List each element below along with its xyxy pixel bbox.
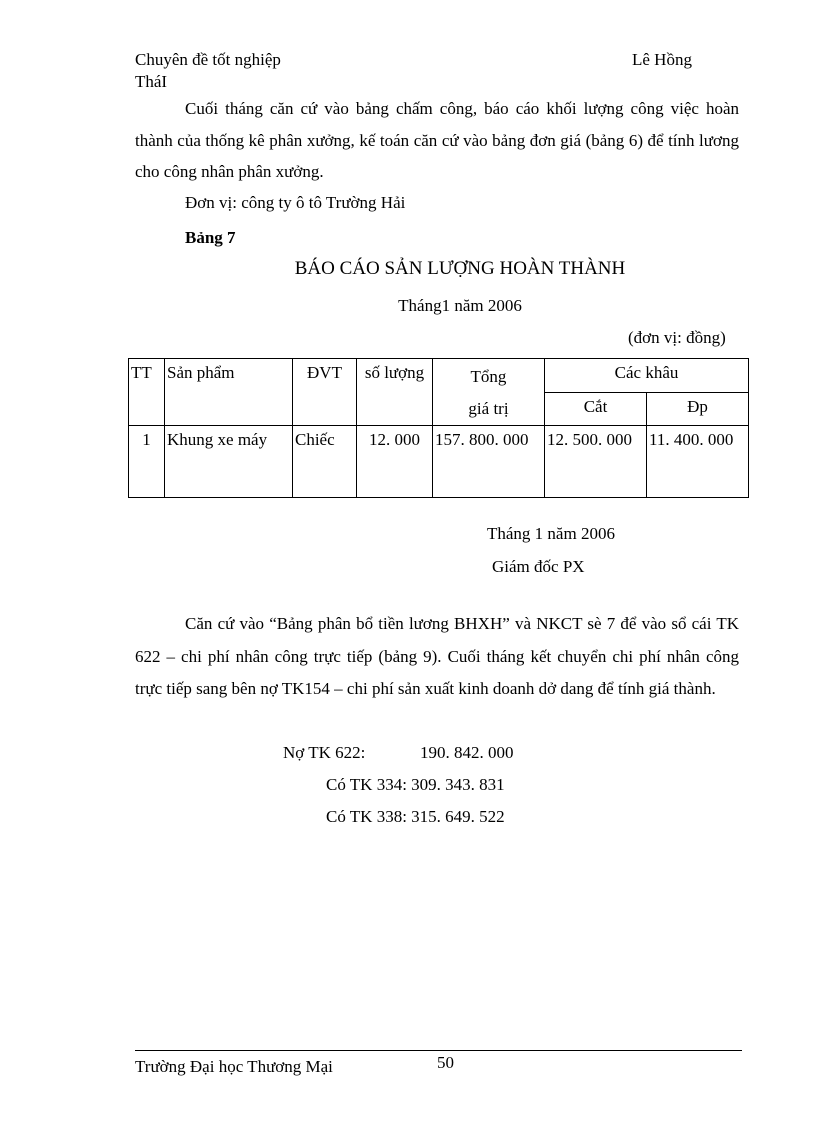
table-label: Bảng 7	[185, 228, 236, 247]
cell-tt: 1	[129, 426, 165, 498]
header-wrap: TháI	[135, 72, 168, 91]
cell-product: Khung xe máy	[165, 426, 293, 498]
col-tt: TT	[129, 359, 165, 426]
currency-note: (đơn vị: đồng)	[628, 328, 726, 347]
col-total	[433, 359, 545, 426]
table-row	[129, 426, 749, 498]
entry-debit-label: Nợ TK 622:	[283, 743, 366, 762]
entry-credit-338: Có TK 338: 315. 649. 522	[326, 807, 505, 826]
col-total-top: Tổng	[470, 367, 507, 386]
paragraph-ledger: Căn cứ vào “Bảng phân bổ tiền lương BHXH” và NKCT sè 7 để vào sổ cái TK 622 – chi phí nhân công trực tiếp (bảng 9). Cuối tháng kết chuyển chi phí nhân công trực tiếp sang bên nợ TK154 – chi phí sản xuất kinh doanh dở dang để tính giá thành.	[135, 614, 739, 698]
header-right: Lê Hồng	[632, 50, 692, 69]
cell-unit: Chiếc	[293, 426, 357, 498]
report-period: Tháng1 năm 2006	[398, 296, 522, 315]
cell-quantity: 12. 000	[357, 426, 433, 498]
footer-rule	[135, 1050, 742, 1051]
report-title: BÁO CÁO SẢN LƯỢNG HOÀN THÀNH	[294, 258, 626, 279]
col-product: Sản phẩm	[165, 359, 293, 426]
col-stage-dp: Đp	[647, 392, 749, 426]
paragraph-intro: Cuối tháng căn cứ vào bảng chấm công, báo cáo khối lượng công việc hoàn thành của thống kê phân xưởng, kế toán căn cứ vào bảng đơn giá (bảng 6) để tính lương cho công nhân phân xưởng.	[135, 99, 739, 181]
header-left: Chuyên đề tốt nghiệp	[135, 50, 281, 69]
col-total-bottom: giá trị	[468, 399, 509, 418]
col-stage-cut: Cắt	[545, 392, 647, 426]
report-table	[128, 358, 749, 498]
col-quantity: số lượng	[357, 359, 433, 426]
col-stages: Các khâu	[545, 359, 749, 393]
cell-stage-dp: 11. 400. 000	[647, 426, 749, 498]
cell-total: 157. 800. 000	[433, 426, 545, 498]
col-unit: ĐVT	[293, 359, 357, 426]
signature-role: Giám đốc PX	[492, 557, 585, 576]
unit-line: Đơn vị: công ty ô tô Trường Hải	[185, 193, 406, 212]
footer-school: Trường Đại học Thương Mại	[135, 1057, 333, 1076]
cell-stage-cut: 12. 500. 000	[545, 426, 647, 498]
entry-credit-334: Có TK 334: 309. 343. 831	[326, 775, 505, 794]
entry-debit-value: 190. 842. 000	[420, 743, 514, 762]
table-header-row	[129, 359, 749, 393]
page-number: 50	[437, 1053, 454, 1072]
signature-date: Tháng 1 năm 2006	[487, 524, 615, 543]
